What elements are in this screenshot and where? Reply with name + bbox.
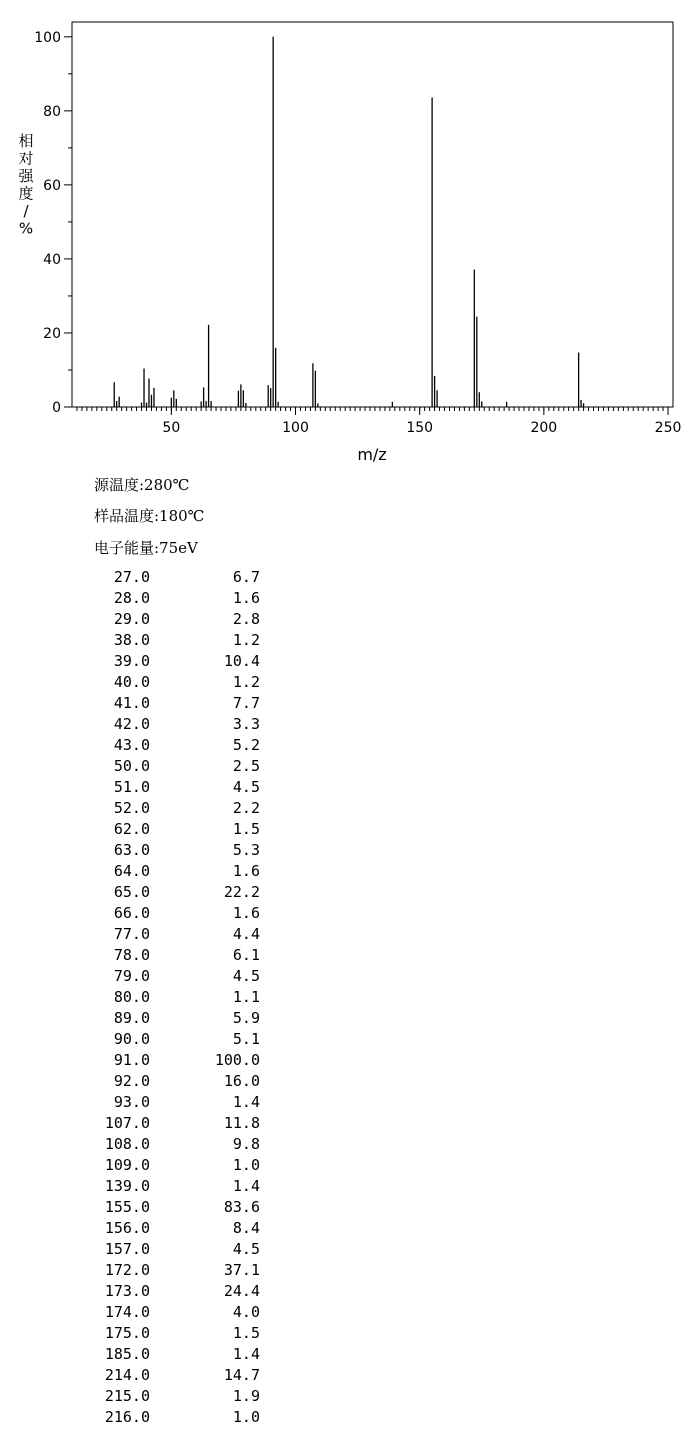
peak-row: [0, 1345, 300, 1366]
peak-intensity: 22.2: [223, 883, 260, 901]
peak-intensity: 83.6: [223, 1198, 260, 1216]
peak-mz: 155.0: [104, 1198, 150, 1216]
peak-intensity: 5.9: [232, 1009, 260, 1027]
mass-spectrum-chart: [0, 0, 687, 470]
peak-row: [0, 1051, 300, 1072]
peak-row: [0, 1030, 300, 1051]
peak-intensity: 16.0: [223, 1072, 260, 1090]
peak-mz: 39.0: [113, 652, 150, 670]
peak-intensity: 100.0: [214, 1051, 260, 1069]
peak-intensity: 2.2: [232, 799, 260, 817]
peak-table: [0, 568, 300, 1429]
peak-intensity: 1.2: [232, 631, 260, 649]
peak-intensity: 1.5: [232, 820, 260, 838]
peak-mz: 66.0: [113, 904, 150, 922]
peak-intensity: 37.1: [223, 1261, 260, 1279]
peak-intensity: 24.4: [223, 1282, 260, 1300]
peak-row: [0, 820, 300, 841]
peak-mz: 52.0: [113, 799, 150, 817]
peak-mz: 40.0: [113, 673, 150, 691]
peak-intensity: 14.7: [223, 1366, 260, 1384]
peak-row: [0, 673, 300, 694]
peak-intensity: 4.5: [232, 1240, 260, 1258]
y-tick-label: 100: [34, 29, 61, 46]
x-tick-label: 200: [530, 420, 558, 436]
peak-row: [0, 589, 300, 610]
peak-intensity: 5.1: [232, 1030, 260, 1048]
peak-mz: 62.0: [113, 820, 150, 838]
source-temperature: 源温度:280℃: [94, 476, 190, 494]
x-tick-label: 250: [654, 420, 682, 436]
y-tick-label: 0: [52, 400, 61, 416]
peak-row: [0, 1366, 300, 1387]
peak-row: [0, 1219, 300, 1240]
x-tick-label: 150: [406, 420, 434, 436]
peak-row: [0, 1261, 300, 1282]
peak-row: [0, 967, 300, 988]
peak-intensity: 10.4: [223, 652, 260, 670]
peak-intensity: 5.2: [232, 736, 260, 754]
peak-intensity: 11.8: [223, 1114, 260, 1132]
peak-mz: 63.0: [113, 841, 150, 859]
peak-intensity: 6.7: [232, 568, 260, 586]
sample-temperature: 样品温度:180℃: [94, 507, 205, 525]
peak-mz: 29.0: [113, 610, 150, 628]
y-tick-label: 20: [43, 325, 61, 342]
peak-mz: 174.0: [104, 1303, 150, 1321]
peak-mz: 41.0: [113, 694, 150, 712]
y-tick-label: 60: [43, 177, 61, 194]
peak-row: [0, 568, 300, 589]
electron-energy: 电子能量:75eV: [94, 539, 198, 557]
plot-frame: [72, 22, 673, 407]
peak-row: [0, 1387, 300, 1408]
peak-mz: 43.0: [113, 736, 150, 754]
peak-mz: 89.0: [113, 1009, 150, 1027]
peak-intensity: 2.8: [232, 610, 260, 628]
peak-mz: 80.0: [113, 988, 150, 1006]
peak-row: [0, 715, 300, 736]
peak-mz: 27.0: [113, 568, 150, 586]
peak-intensity: 9.8: [232, 1135, 260, 1153]
peak-row: [0, 1198, 300, 1219]
peak-mz: 92.0: [113, 1072, 150, 1090]
peak-row: [0, 610, 300, 631]
y-ticks: [34, 30, 72, 416]
peak-row: [0, 1093, 300, 1114]
peak-row: [0, 1156, 300, 1177]
peak-row: [0, 988, 300, 1009]
peak-mz: 172.0: [104, 1261, 150, 1279]
peak-row: [0, 1408, 300, 1429]
x-minor-ticks: [77, 407, 668, 411]
x-tick-label: 50: [162, 420, 181, 436]
y-tick-label: 80: [43, 103, 61, 120]
peak-mz: 139.0: [104, 1177, 150, 1195]
y-axis-label: 相对强度/ %: [18, 132, 34, 238]
peak-row: [0, 1009, 300, 1030]
peak-mz: 215.0: [104, 1387, 150, 1405]
peak-intensity: 1.2: [232, 673, 260, 691]
peak-intensity: 4.4: [232, 925, 260, 943]
peak-row: [0, 1177, 300, 1198]
peak-mz: 42.0: [113, 715, 150, 733]
peak-row: [0, 652, 300, 673]
peak-mz: 79.0: [113, 967, 150, 985]
peak-intensity: 1.4: [232, 1345, 260, 1363]
peak-intensity: 1.6: [232, 589, 260, 607]
peak-mz: 156.0: [104, 1219, 150, 1237]
peak-intensity: 1.6: [232, 904, 260, 922]
peak-row: [0, 757, 300, 778]
peak-intensity: 1.6: [232, 862, 260, 880]
peak-row: [0, 862, 300, 883]
x-tick-label: 100: [282, 420, 309, 436]
peak-row: [0, 904, 300, 925]
peak-mz: 108.0: [104, 1135, 150, 1153]
peak-intensity: 1.5: [232, 1324, 260, 1342]
peak-row: [0, 736, 300, 757]
peak-row: [0, 1324, 300, 1345]
peak-intensity: 4.0: [232, 1303, 260, 1321]
peak-mz: 214.0: [104, 1366, 150, 1384]
x-axis-label: m/z: [357, 445, 387, 464]
peak-intensity: 1.4: [232, 1177, 260, 1195]
peak-row: [0, 925, 300, 946]
peak-intensity: 1.4: [232, 1093, 260, 1111]
peak-intensity: 1.0: [232, 1408, 260, 1426]
peak-intensity: 4.5: [232, 967, 260, 985]
peak-row: [0, 841, 300, 862]
peak-mz: 93.0: [113, 1093, 150, 1111]
peak-intensity: 4.5: [232, 778, 260, 796]
peak-intensity: 1.0: [232, 1156, 260, 1174]
peak-intensity: 6.1: [232, 946, 260, 964]
x-major-ticks: [162, 407, 681, 436]
peak-row: [0, 883, 300, 904]
peak-mz: 50.0: [113, 757, 150, 775]
peak-mz: 51.0: [113, 778, 150, 796]
peak-row: [0, 778, 300, 799]
peak-mz: 28.0: [113, 589, 150, 607]
peak-mz: 78.0: [113, 946, 150, 964]
peak-intensity: 1.1: [232, 988, 260, 1006]
peak-row: [0, 799, 300, 820]
peak-intensity: 5.3: [232, 841, 260, 859]
peak-row: [0, 946, 300, 967]
peak-row: [0, 1114, 300, 1135]
peak-row: [0, 1072, 300, 1093]
peak-row: [0, 694, 300, 715]
peak-intensity: 2.5: [232, 757, 260, 775]
peak-mz: 64.0: [113, 862, 150, 880]
peak-row: [0, 1303, 300, 1324]
peak-mz: 216.0: [104, 1408, 150, 1426]
peak-mz: 185.0: [104, 1345, 150, 1363]
peak-row: [0, 1135, 300, 1156]
spectrum-peaks: [114, 37, 583, 407]
peak-mz: 109.0: [104, 1156, 150, 1174]
peak-intensity: 3.3: [232, 715, 260, 733]
peak-intensity: 8.4: [232, 1219, 260, 1237]
peak-mz: 91.0: [113, 1051, 150, 1069]
peak-mz: 107.0: [104, 1114, 150, 1132]
peak-intensity: 7.7: [232, 694, 260, 712]
peak-intensity: 1.9: [232, 1387, 260, 1405]
peak-row: [0, 1282, 300, 1303]
peak-row: [0, 1240, 300, 1261]
peak-mz: 157.0: [104, 1240, 150, 1258]
peak-mz: 77.0: [113, 925, 150, 943]
peak-mz: 173.0: [104, 1282, 150, 1300]
peak-mz: 175.0: [104, 1324, 150, 1342]
peak-mz: 38.0: [113, 631, 150, 649]
peak-row: [0, 631, 300, 652]
peak-mz: 65.0: [113, 883, 150, 901]
peak-mz: 90.0: [113, 1030, 150, 1048]
y-tick-label: 40: [43, 251, 61, 268]
